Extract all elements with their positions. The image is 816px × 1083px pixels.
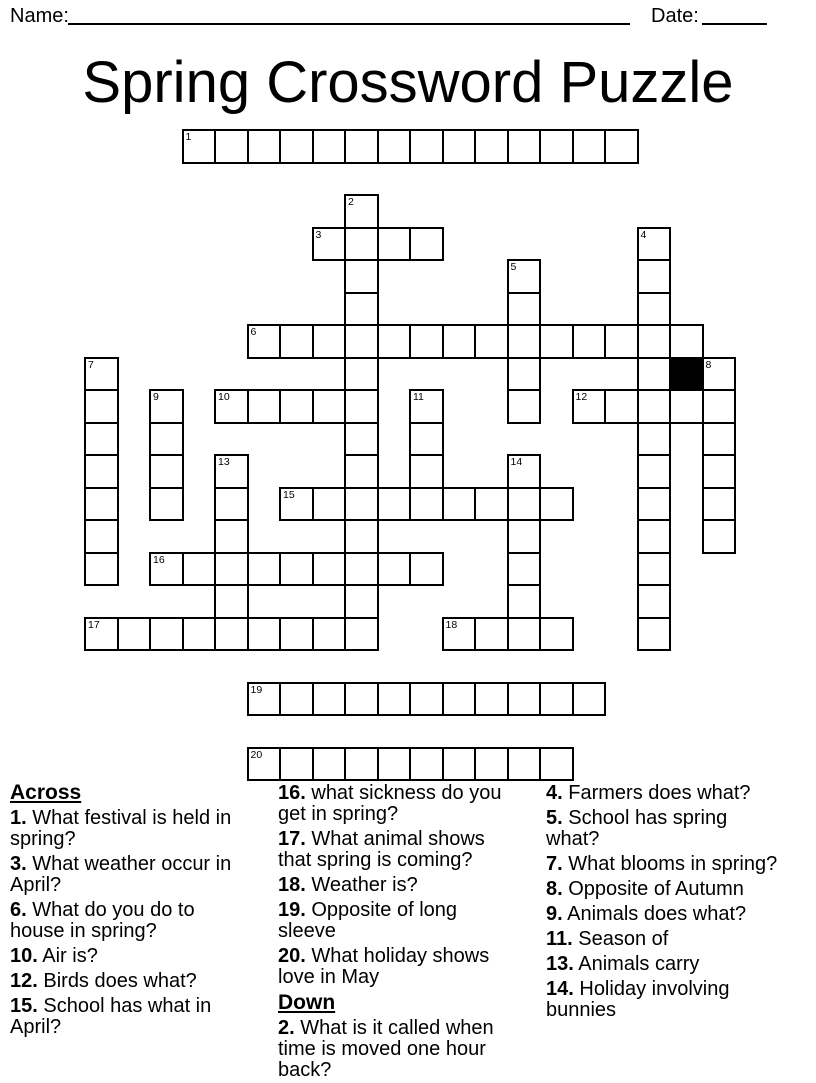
grid-cell[interactable]	[344, 259, 379, 294]
grid-cell[interactable]	[507, 357, 542, 392]
grid-cell[interactable]	[247, 682, 282, 717]
clue-item	[546, 979, 784, 1021]
clue-number: 9.	[546, 903, 563, 925]
clue-item	[10, 996, 244, 1038]
clue-item	[278, 900, 517, 942]
clue-text: What holiday shows love in May	[278, 945, 490, 988]
grid-cell[interactable]	[84, 519, 119, 554]
clue-text: Farmers does what?	[562, 782, 751, 804]
grid-cell[interactable]	[539, 747, 574, 782]
clues-section-header: Down	[278, 991, 336, 1014]
grid-cell[interactable]	[409, 324, 444, 359]
clue-item	[546, 783, 784, 804]
cell-number: 9	[153, 391, 159, 403]
grid-cell[interactable]	[312, 617, 347, 652]
clue-text: School has spring what?	[546, 807, 728, 850]
grid-cell[interactable]	[637, 454, 672, 489]
grid-cell[interactable]	[637, 487, 672, 522]
grid-cell[interactable]	[409, 129, 444, 164]
grid-cell[interactable]	[539, 129, 574, 164]
clue-number: 10.	[10, 945, 38, 967]
grid-cell[interactable]	[507, 292, 542, 327]
grid-cell[interactable]	[312, 389, 347, 424]
grid-cell[interactable]	[214, 389, 249, 424]
grid-cell[interactable]	[149, 422, 184, 457]
date-blank-line[interactable]	[702, 23, 767, 25]
clue-number: 16.	[278, 782, 306, 804]
date-label: Date:	[651, 5, 699, 27]
clue-text: Air is?	[37, 945, 98, 967]
grid-cell[interactable]	[84, 422, 119, 457]
grid-cell[interactable]	[474, 747, 509, 782]
cell-number: 13	[218, 456, 230, 468]
grid-cell[interactable]	[312, 682, 347, 717]
crossword-grid	[84, 129, 739, 784]
clue-text: Opposite of Autumn	[562, 878, 744, 900]
black-cell	[669, 357, 704, 392]
cell-number: 19	[250, 683, 263, 696]
grid-cell[interactable]	[637, 292, 672, 327]
grid-cell[interactable]	[474, 324, 509, 359]
grid-cell[interactable]	[637, 617, 672, 652]
grid-cell[interactable]	[637, 552, 672, 587]
grid-cell[interactable]	[572, 129, 607, 164]
grid-cell[interactable]	[539, 617, 574, 652]
grid-cell[interactable]	[637, 584, 672, 619]
grid-cell[interactable]	[377, 129, 412, 164]
clues-section-header: Across	[10, 781, 82, 804]
grid-cell[interactable]	[572, 389, 607, 424]
grid-cell[interactable]	[702, 422, 737, 457]
clue-item	[546, 929, 784, 950]
clue-text: What blooms in spring?	[562, 853, 778, 875]
clue-text: What weather occur in April?	[10, 853, 232, 896]
grid-cell[interactable]	[442, 487, 477, 522]
grid-cell[interactable]	[84, 454, 119, 489]
clue-number: 13.	[546, 953, 574, 975]
grid-cell[interactable]	[604, 389, 639, 424]
cell-number: 1	[185, 131, 192, 143]
grid-cell[interactable]	[344, 389, 379, 424]
cell-number: 4	[640, 228, 647, 241]
grid-cell[interactable]	[312, 324, 347, 359]
clue-number: 11.	[546, 928, 573, 950]
grid-cell[interactable]	[214, 617, 249, 652]
grid-cell[interactable]	[474, 487, 509, 522]
grid-cell[interactable]	[507, 552, 542, 587]
grid-cell[interactable]	[409, 227, 444, 262]
grid-cell[interactable]	[637, 422, 672, 457]
clue-number: 7.	[546, 853, 563, 875]
cell-number: 11	[413, 391, 424, 403]
grid-cell[interactable]	[247, 129, 282, 164]
grid-cell[interactable]	[604, 129, 639, 164]
grid-cell[interactable]	[84, 552, 119, 587]
clue-text: What animal shows that spring is coming?	[278, 828, 485, 871]
clue-number: 18.	[278, 874, 306, 896]
grid-cell[interactable]	[247, 324, 282, 359]
clue-number: 17.	[278, 828, 306, 850]
cell-number: 10	[218, 391, 230, 403]
grid-cell[interactable]	[312, 227, 347, 262]
grid-cell[interactable]	[507, 324, 542, 359]
grid-cell[interactable]	[279, 682, 314, 717]
grid-cell[interactable]	[214, 519, 249, 554]
grid-cell[interactable]	[409, 389, 444, 424]
cell-number: 7	[88, 358, 94, 371]
clue-text: Animals does what?	[562, 903, 747, 925]
clue-text: Season of	[572, 928, 669, 950]
clue-text: Weather is?	[305, 874, 418, 896]
grid-cell[interactable]	[214, 129, 249, 164]
clue-item	[10, 971, 244, 992]
grid-cell[interactable]	[84, 617, 119, 652]
grid-cell[interactable]	[442, 682, 477, 717]
grid-cell[interactable]	[507, 129, 542, 164]
grid-cell[interactable]	[344, 487, 379, 522]
grid-cell[interactable]	[247, 389, 282, 424]
page-title: Spring Crossword Puzzle	[82, 50, 734, 115]
grid-cell[interactable]	[637, 389, 672, 424]
cell-number: 12	[575, 391, 588, 403]
grid-cell[interactable]	[409, 747, 444, 782]
grid-cell[interactable]	[507, 259, 542, 294]
grid-cell[interactable]	[507, 584, 542, 619]
grid-cell[interactable]	[117, 617, 152, 652]
grid-cell[interactable]	[539, 324, 574, 359]
cell-number: 20	[250, 748, 263, 761]
clue-column-3	[546, 783, 784, 1025]
clue-column-1	[10, 782, 244, 1042]
clue-number: 5.	[546, 807, 563, 829]
grid-cell[interactable]	[507, 747, 542, 782]
clue-item	[278, 783, 517, 825]
grid-cell[interactable]	[149, 389, 184, 424]
grid-cell[interactable]	[409, 454, 444, 489]
grid-cell[interactable]	[572, 324, 607, 359]
clue-item	[546, 854, 784, 875]
cell-number: 15	[283, 488, 295, 501]
grid-cell[interactable]	[344, 324, 379, 359]
grid-cell[interactable]	[474, 682, 509, 717]
grid-cell[interactable]	[442, 324, 477, 359]
grid-cell[interactable]	[344, 357, 379, 392]
grid-cell[interactable]	[702, 357, 737, 392]
grid-cell[interactable]	[344, 129, 379, 164]
grid-cell[interactable]	[669, 324, 704, 359]
grid-cell[interactable]	[84, 389, 119, 424]
grid-cell[interactable]	[539, 487, 574, 522]
grid-cell[interactable]	[214, 552, 249, 587]
clue-number: 4.	[546, 782, 563, 804]
grid-cell[interactable]	[507, 682, 542, 717]
clue-number: 3.	[10, 853, 27, 875]
grid-cell[interactable]	[312, 747, 347, 782]
cell-number: 2	[348, 196, 354, 208]
grid-cell[interactable]	[702, 487, 737, 522]
grid-cell[interactable]	[442, 617, 477, 652]
cell-number: 18	[445, 618, 458, 631]
cell-number: 6	[250, 326, 257, 338]
grid-cell[interactable]	[214, 487, 249, 522]
grid-cell[interactable]	[312, 129, 347, 164]
grid-cell[interactable]	[409, 422, 444, 457]
clue-number: 20.	[278, 945, 306, 967]
grid-cell[interactable]	[182, 552, 217, 587]
clue-item	[546, 954, 784, 975]
grid-cell[interactable]	[377, 747, 412, 782]
grid-cell[interactable]	[344, 519, 379, 554]
grid-cell[interactable]	[149, 617, 184, 652]
grid-cell[interactable]	[279, 487, 314, 522]
grid-cell[interactable]	[702, 519, 737, 554]
grid-cell[interactable]	[344, 454, 379, 489]
grid-cell[interactable]	[377, 487, 412, 522]
clue-number: 2.	[278, 1017, 295, 1039]
grid-cell[interactable]	[344, 227, 379, 262]
grid-cell[interactable]	[344, 617, 379, 652]
grid-cell[interactable]	[377, 682, 412, 717]
cell-number: 14	[510, 456, 523, 468]
cell-number: 8	[705, 358, 712, 371]
grid-cell[interactable]	[377, 227, 412, 262]
grid-cell[interactable]	[702, 389, 737, 424]
clue-item	[546, 904, 784, 925]
clue-number: 19.	[278, 899, 306, 921]
clue-item	[10, 854, 244, 896]
grid-cell[interactable]	[214, 454, 249, 489]
grid-cell[interactable]	[637, 227, 672, 262]
cell-number: 16	[153, 553, 165, 566]
grid-cell[interactable]	[539, 682, 574, 717]
name-blank-line[interactable]	[68, 23, 630, 25]
grid-cell[interactable]	[474, 129, 509, 164]
clue-number: 8.	[546, 878, 563, 900]
grid-cell[interactable]	[344, 422, 379, 457]
grid-cell[interactable]	[637, 357, 672, 392]
grid-cell[interactable]	[344, 584, 379, 619]
grid-cell[interactable]	[247, 747, 282, 782]
grid-cell[interactable]	[377, 552, 412, 587]
grid-cell[interactable]	[637, 259, 672, 294]
clue-text: Holiday involving bunnies	[546, 978, 730, 1021]
grid-cell[interactable]	[84, 487, 119, 522]
clue-text: what sickness do you get in spring?	[278, 782, 502, 825]
cell-number: 3	[315, 228, 322, 241]
grid-cell[interactable]	[279, 389, 314, 424]
clue-item	[278, 829, 517, 871]
name-label: Name:	[10, 5, 69, 27]
clue-text: Opposite of long sleeve	[278, 899, 458, 942]
grid-cell[interactable]	[442, 129, 477, 164]
grid-cell[interactable]	[279, 747, 314, 782]
grid-cell[interactable]	[507, 487, 542, 522]
grid-cell[interactable]	[312, 487, 347, 522]
grid-cell[interactable]	[604, 324, 639, 359]
grid-cell[interactable]	[637, 324, 672, 359]
clue-text: School has what in April?	[10, 995, 212, 1038]
clue-item	[546, 879, 784, 900]
grid-cell[interactable]	[279, 324, 314, 359]
clue-item	[10, 900, 244, 942]
clue-item	[546, 808, 784, 850]
grid-cell[interactable]	[507, 617, 542, 652]
grid-cell[interactable]	[474, 617, 509, 652]
cell-number: 5	[510, 261, 517, 273]
grid-cell[interactable]	[149, 454, 184, 489]
grid-cell[interactable]	[409, 682, 444, 717]
grid-cell[interactable]	[84, 357, 119, 392]
grid-cell[interactable]	[182, 129, 217, 164]
grid-cell[interactable]	[409, 487, 444, 522]
clue-item	[278, 875, 517, 896]
clue-number: 6.	[10, 899, 27, 921]
grid-cell[interactable]	[507, 519, 542, 554]
grid-cell[interactable]	[149, 487, 184, 522]
clue-text: Birds does what?	[37, 970, 197, 992]
grid-cell[interactable]	[279, 617, 314, 652]
clue-number: 14.	[546, 978, 574, 1000]
grid-cell[interactable]	[247, 552, 282, 587]
clue-text: What do you do to house in spring?	[10, 899, 195, 942]
grid-cell[interactable]	[507, 454, 542, 489]
grid-cell[interactable]	[247, 617, 282, 652]
grid-cell[interactable]	[344, 682, 379, 717]
grid-cell[interactable]	[344, 194, 379, 229]
grid-cell[interactable]	[377, 324, 412, 359]
cell-number: 17	[88, 618, 100, 631]
grid-cell[interactable]	[669, 389, 704, 424]
clue-number: 12.	[10, 970, 38, 992]
clue-text: Animals carry	[573, 953, 700, 975]
grid-cell[interactable]	[572, 682, 607, 717]
grid-cell[interactable]	[149, 552, 184, 587]
grid-cell[interactable]	[702, 454, 737, 489]
clue-number: 1.	[10, 807, 27, 829]
grid-cell[interactable]	[344, 292, 379, 327]
grid-cell[interactable]	[507, 389, 542, 424]
clue-item	[10, 808, 244, 850]
grid-cell[interactable]	[312, 552, 347, 587]
clue-item	[10, 946, 244, 967]
grid-cell[interactable]	[279, 552, 314, 587]
grid-cell[interactable]	[344, 747, 379, 782]
clue-item	[278, 946, 517, 988]
clue-text: What festival is held in spring?	[10, 807, 232, 850]
clue-column-2	[278, 783, 517, 1083]
grid-cell[interactable]	[442, 747, 477, 782]
grid-cell[interactable]	[344, 552, 379, 587]
grid-cell[interactable]	[182, 617, 217, 652]
grid-cell[interactable]	[409, 552, 444, 587]
clue-number: 15.	[10, 995, 38, 1017]
clue-text: What is it called when time is moved one hour back?	[278, 1017, 494, 1081]
clue-item	[278, 1018, 517, 1081]
grid-cell[interactable]	[637, 519, 672, 554]
grid-cell[interactable]	[214, 584, 249, 619]
grid-cell[interactable]	[279, 129, 314, 164]
